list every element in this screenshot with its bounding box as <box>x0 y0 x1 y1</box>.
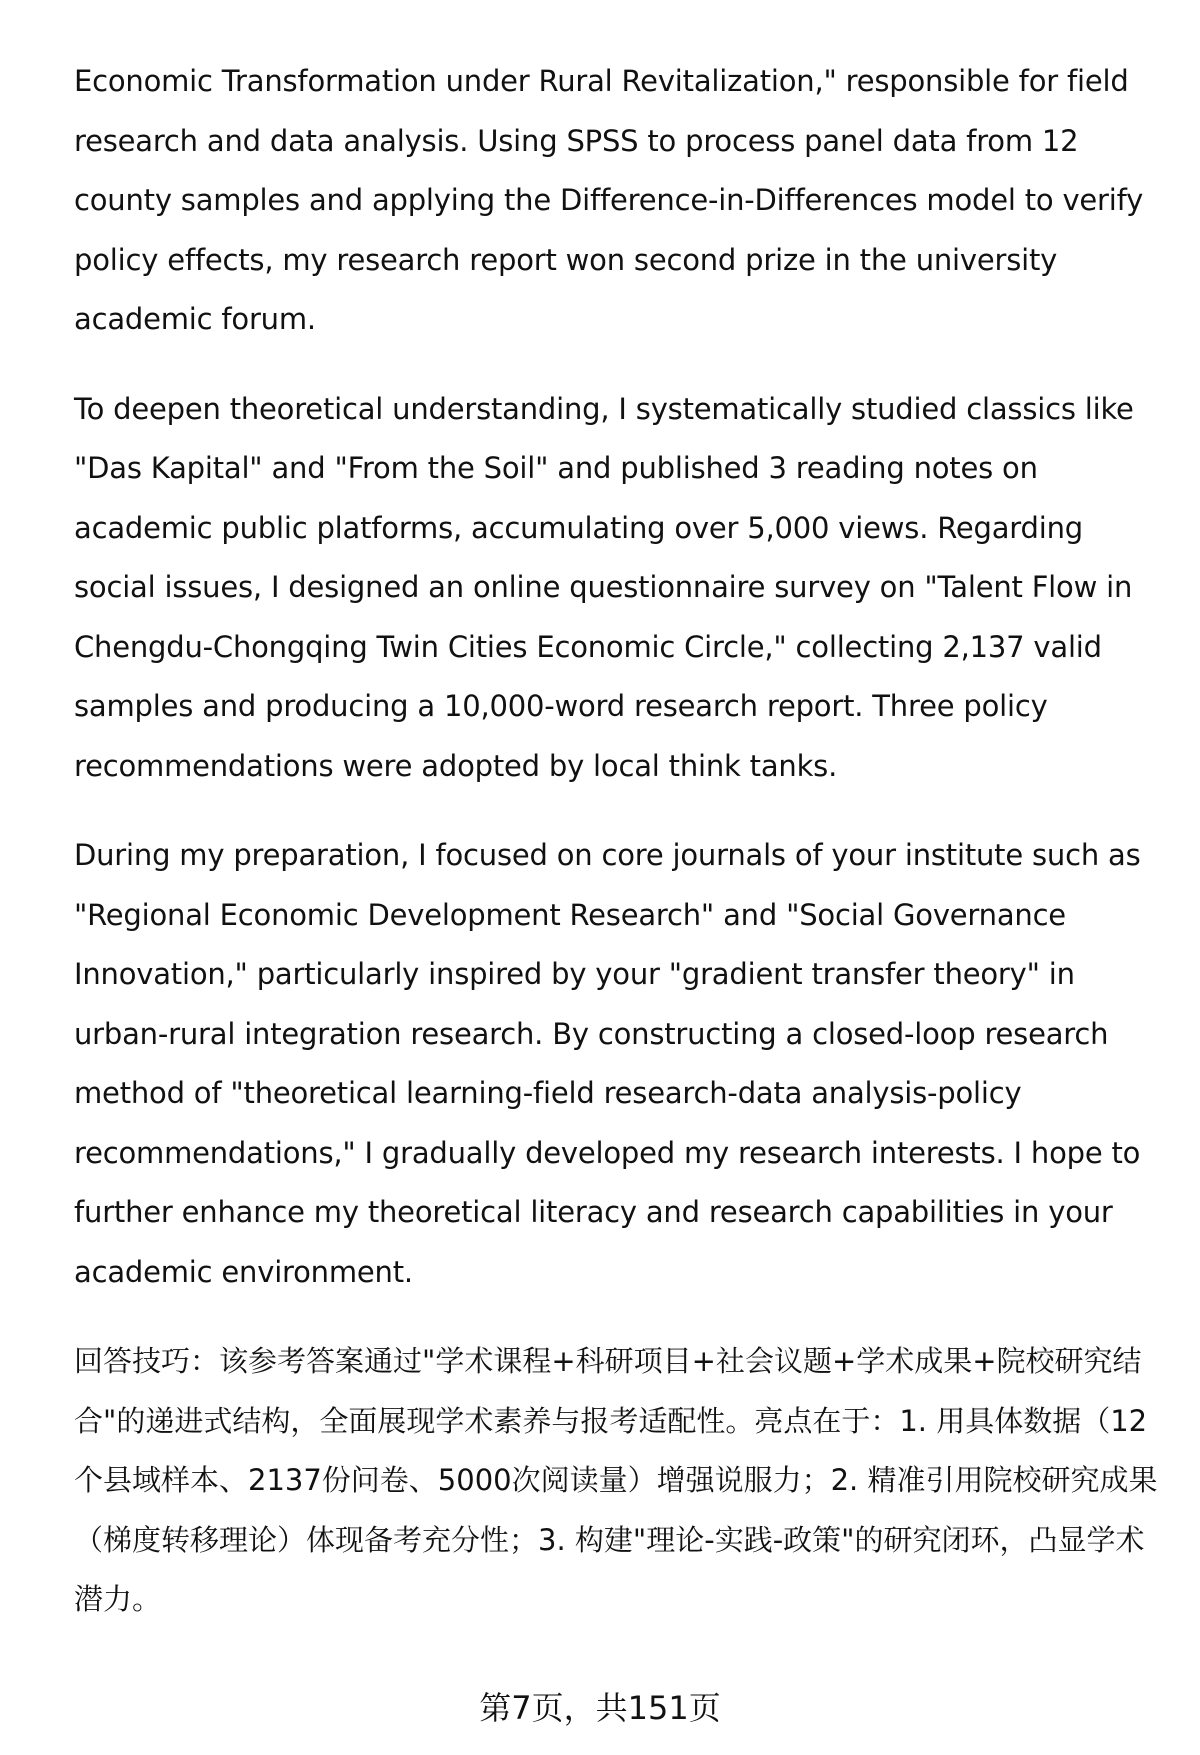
paragraph-theory-study: To deepen theoretical understanding, I systematically studied classics like "Das Kapital" and "From the Soil" and published 3 reading notes on academic public platforms, accumulating over 5,000 views. Regarding social issues, I designed an online questionnaire survey on "Talent Flow in Chengdu-Chongqing Twin Cities Economic Circle," collecting 2,137 valid samples and producing a 10,000-word research report. Three policy recommendations were adopted by local think tanks. <box>74 391 1134 783</box>
paragraph-preparation: During my preparation, I focused on core journals of your institute such as "Regional Economic Development Research" and "Social Governance Innovation," particularly inspired by your "gradient transfer theory" in urban-rural integration research. By constructing a closed-loop research method of "theoretical learning-field research-data analysis-policy recommendations," I gradually developed my research interests. I hope to further enhance my theoretical literacy and research capabilities in your academic environment. <box>74 838 1141 1289</box>
answer-tips: 回答技巧：该参考答案通过"学术课程+科研项目+社会议题+学术成果+院校研究结合"的递进式结构，全面展现学术素养与报考适配性。亮点在于：1. 用具体数据（12个县域样本、2137份问卷、5000次阅读量）增强说服力；2. 精准引用院校研究成果（梯度转移理论）体现备考充分性；3. 构建"理论-实践-政策"的研究闭环，凸显学术潜力。 <box>74 1344 1158 1616</box>
document-body <box>74 52 1164 1630</box>
page-number: 第7页，共151页 <box>479 1689 721 1727</box>
paragraph-research-project: Economic Transformation under Rural Revitalization," responsible for field research and data analysis. Using SPSS to process panel data from 12 county samples and applying the Difference-in-Differences model to verify policy effects, my research report won second prize in the university academic forum. <box>74 64 1144 336</box>
